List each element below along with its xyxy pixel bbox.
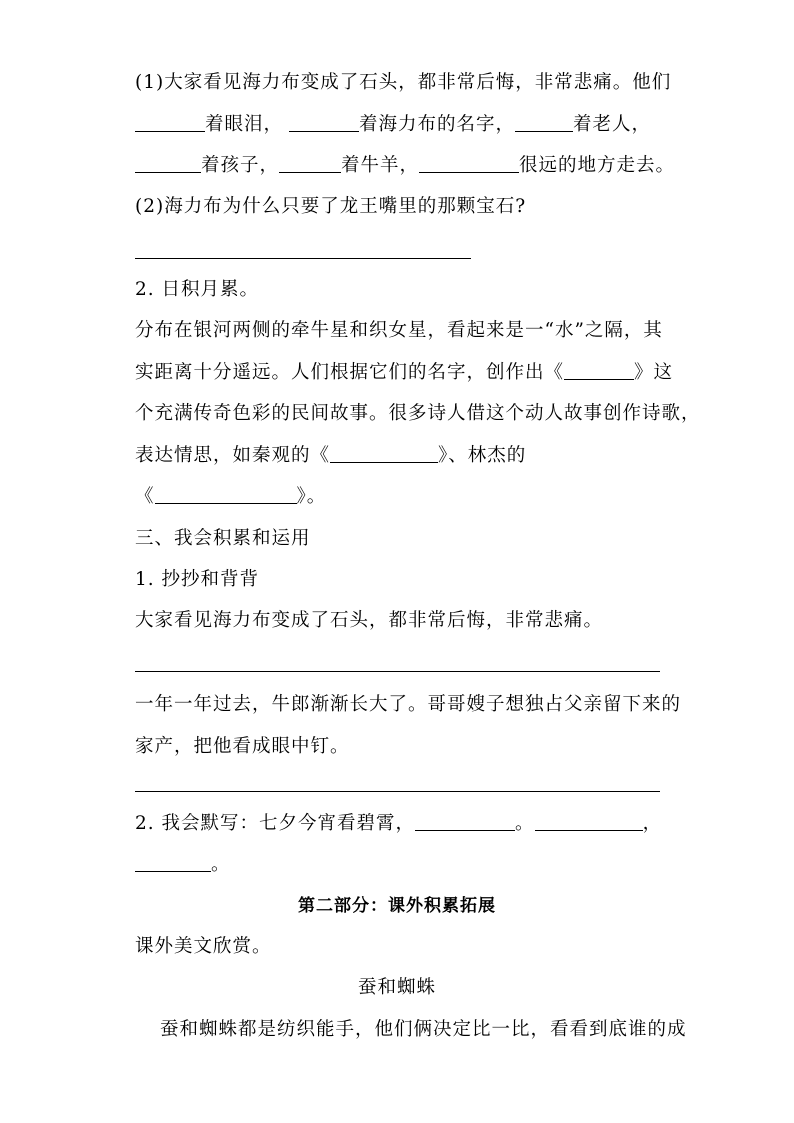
- text: 表达情思，如秦观的《: [135, 445, 331, 466]
- q2-p5: [135, 484, 326, 510]
- text: 着老人，: [573, 114, 652, 135]
- blank[interactable]: [135, 113, 205, 132]
- text: 很远的地方走去。: [519, 155, 676, 176]
- blank[interactable]: [289, 113, 359, 132]
- section3-sub2: [135, 811, 662, 837]
- q2-heading: 2. 日积月累。: [135, 279, 260, 300]
- copy-line-1[interactable]: [135, 671, 660, 672]
- text: 。: [211, 854, 231, 875]
- text: 着孩子，: [201, 155, 280, 176]
- q1-line2: [135, 112, 651, 138]
- q2-p1: 分布在银河两侧的牵牛星和织女星，看起来是一“水”之隔，其: [135, 320, 663, 341]
- blank[interactable]: [330, 444, 438, 463]
- copy-line-2[interactable]: [135, 791, 660, 792]
- text: 》、林杰的: [438, 445, 527, 466]
- text: 》这: [634, 362, 674, 383]
- text: 实距离十分遥远。人们根据它们的名字，创作出《: [135, 362, 565, 383]
- story-paragraph: 蚕和蜘蛛都是纺织能手，他们俩决定比一比，看看到底谁的成: [160, 1019, 687, 1040]
- text: ，: [642, 813, 663, 834]
- section3-s1: 大家看见海力布变成了石头，都非常后悔，非常悲痛。: [135, 610, 604, 631]
- text: 2. 我会默写：七夕今宵看碧霄，: [135, 813, 416, 834]
- text: 。: [515, 813, 535, 834]
- text: 着眼泪，: [205, 114, 284, 135]
- section3-heading: 三、我会积累和运用: [135, 528, 311, 549]
- text: 《: [135, 486, 155, 507]
- part2-intro: 课外美文欣赏。: [135, 936, 272, 957]
- q1-line1: (1)大家看见海力布变成了石头，都非常后悔，非常悲痛。他们: [135, 72, 672, 93]
- q2-p2: [135, 360, 673, 386]
- q2-p4: [135, 443, 526, 469]
- text: 》。: [296, 486, 327, 507]
- section3-sub2-line2: [135, 852, 231, 878]
- blank[interactable]: [415, 812, 515, 831]
- part2-title: 第二部分：课外积累拓展: [298, 896, 496, 916]
- section3-s2a: 一年一年过去，牛郎渐渐长大了。哥哥嫂子想独占父亲留下来的: [135, 694, 682, 715]
- text: 着海力布的名字，: [359, 114, 516, 135]
- blank[interactable]: [155, 485, 297, 504]
- q1-line4: (2)海力布为什么只要了龙王嘴里的那颗宝石?: [135, 196, 527, 217]
- blank[interactable]: [535, 812, 643, 831]
- text: 着牛羊，: [341, 155, 420, 176]
- blank[interactable]: [515, 113, 573, 132]
- section3-sub1: 1. 抄抄和背背: [135, 569, 260, 590]
- blank[interactable]: [279, 154, 341, 173]
- section3-s2b: 家产，把他看成眼中钉。: [135, 736, 350, 757]
- blank[interactable]: [564, 361, 634, 380]
- q1-line3: [135, 153, 675, 179]
- story-title: 蚕和蜘蛛: [357, 977, 436, 998]
- answer-line[interactable]: [135, 258, 471, 259]
- blank[interactable]: [419, 154, 519, 173]
- q2-p3: 个充满传奇色彩的民间故事。很多诗人借这个动人故事创作诗歌，: [135, 403, 701, 424]
- blank[interactable]: [135, 853, 211, 872]
- blank[interactable]: [135, 154, 201, 173]
